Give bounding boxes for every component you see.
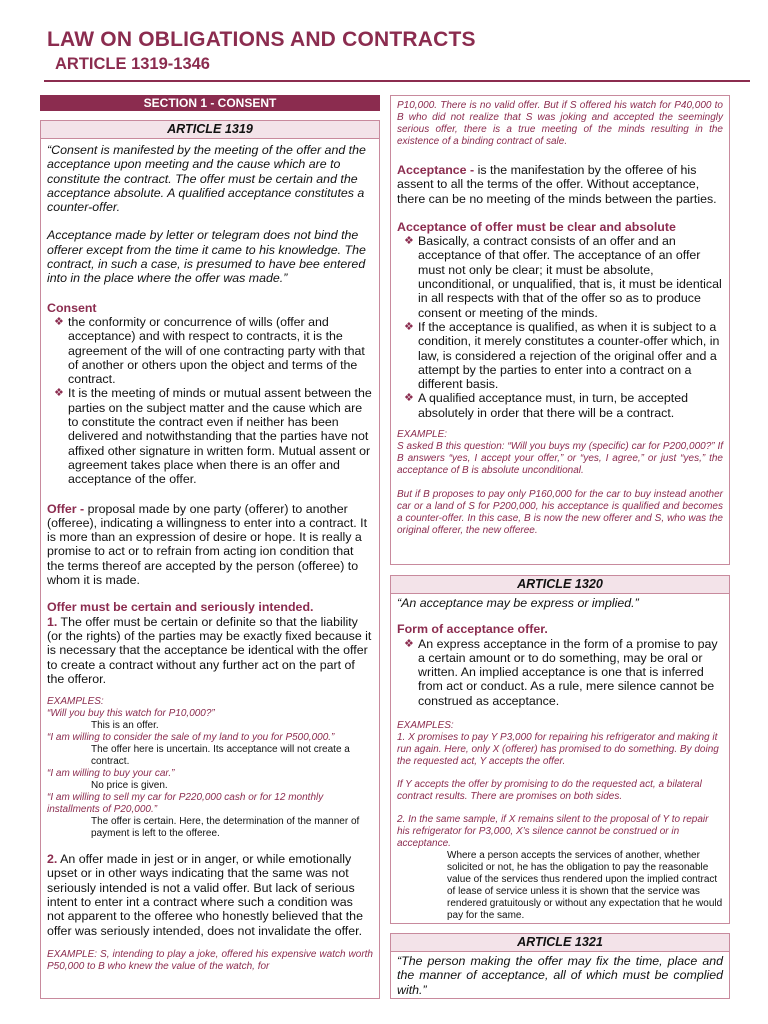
article-1320-heading: ARTICLE 1320 <box>391 576 729 594</box>
clear-bullet: ❖ Basically, a contract consists of an offer and an acceptance of that offer. The acceptance of an offer must not only be clear; it must be absolute, unconditional, or unqualified, that is, it must be identical in all respects with that of the offer so as to produce consent or meeting of the minds. <box>397 234 723 320</box>
consent-bullet: ❖ the conformity or concurrence of wills (offer and acceptance) and with respect to contracts, it is the agreement of the will of one contracting party with that of another or others upon the object and terms of the contract. <box>47 315 373 386</box>
article-1319-box <box>40 120 380 999</box>
clear-heading: Acceptance of offer must be clear and absolute <box>397 219 676 234</box>
example-question: “I am willing to sell my car for P220,000 cash or for 12 monthly installments of P20,000.” <box>47 792 324 816</box>
example-answer: The offer is certain. Here, the determination of the manner of payment is left to the offeree. <box>91 816 360 840</box>
document-subtitle: ARTICLE 1319-1346 <box>55 55 210 73</box>
offer-certain-heading: Offer must be certain and seriously intended. <box>47 600 314 615</box>
example-label: EXAMPLE: <box>397 429 448 441</box>
example-2-note: Where a person accepts the services of another, whether solicited or not, he has the obligation to pay the reasonable value of the services thus rendered upon the implied contract of lease of service unless it is shown that the service was rendered gratuitously or without any expectation that he would pay for the same. <box>447 850 723 922</box>
offer-def-text: proposal made by one party (offerer) to another (offeree), indicating a willingness to enter into a contract. It is more than an expression of desire or hope. It is really a promise to act or to refrain from acting ion condition that the terms thereof are accepted by the person (offeree) to whom it is made. <box>47 501 368 588</box>
right-column <box>390 95 730 999</box>
acceptance-definition <box>397 163 723 206</box>
form-list <box>397 637 723 708</box>
point-1 <box>47 615 373 686</box>
article-1319-quote-1: “Consent is manifested by the meeting of the offer and the acceptance upon meeting and the cause which are to constitute the contract. The offer must be certain and the acceptance absolute. A qualified acceptance constitutes a counter-offer. <box>47 143 366 215</box>
article-1320-box <box>390 575 730 924</box>
consent-bullet: ❖ It is the meeting of minds or mutual assent between the parties on the subject matter and the cause which are to constitute the contract even if neither has been delivered and notwithstanding that the parties have not affixed other signature in written form. Mutual assent or agreement takes place when there is an offer and acceptance of the offer. <box>47 386 373 486</box>
example-1b: If Y accepts the offer by promising to do the requested act, a bilateral contract results. There are promises on both sides. <box>397 779 702 803</box>
document-title: LAW ON OBLIGATIONS AND CONTRACTS <box>47 28 476 51</box>
offer-term: Offer - <box>47 501 85 516</box>
example-answer: This is an offer. <box>91 720 159 732</box>
example-question: “Will you buy this watch for P10,000?” <box>47 708 215 720</box>
clear-bullet: ❖ A qualified acceptance must, in turn, be accepted absolutely in order that there will be a contract. <box>397 391 723 420</box>
point-2 <box>47 852 373 938</box>
example-question: “I am willing to consider the sale of my land to you for P500,000.” <box>47 732 335 744</box>
point-2-text: An offer made in jest or in anger, or while emotionally upset or in other ways indicating that the same was not seriously intended is not a valid offer. But lack of serious intent to enter int a contract where such a condition was not apparent to the offeree who honestly believed that the offer was seriously intended, does not invalidate the offer. <box>47 852 363 938</box>
example-2: 2. In the same sample, if X remains silent to the proposal of Y to repair his refrigerator for P3,000, X’s silence cannot be construed or in acceptance. <box>397 814 709 850</box>
example-jest: EXAMPLE: S, intending to play a joke, offered his expensive watch worth P50,000 to B who knew the value of the watch, for <box>47 948 373 972</box>
example-text-2: But if B proposes to pay only P160,000 for the car to buy instead another car or a land of S for P200,000, his acceptance is qualified and becomes a counter-offer. In this case, B is now the new offerer and S, who was the original offerer, the new offeree. <box>397 489 723 537</box>
example-question: “I am willing to buy your car.” <box>47 768 175 780</box>
clear-bullet: ❖ If the acceptance is qualified, as when it is subject to a condition, it merely constitutes a counter-offer which, in law, is considered a rejection of the original offer and a attempt by the parties to enter into a contract on a different basis. <box>397 320 723 391</box>
section-bar: SECTION 1 - CONSENT <box>40 95 380 111</box>
article-1321-box <box>390 933 730 999</box>
example-text-1: S asked B this question: “Will you buys my (specific) car for P200,000?” If B answers “yes, I accept your offer,” or “yes, I agree,” or just “yes,” the acceptance of B is absolute unconditional. <box>397 441 723 477</box>
examples-label: EXAMPLES: <box>397 720 454 732</box>
point-1-number: 1. <box>47 614 58 629</box>
consent-list <box>47 315 373 487</box>
form-heading: Form of acceptance offer. <box>397 622 548 637</box>
acceptance-term: Acceptance - <box>397 163 475 177</box>
left-column <box>40 95 380 999</box>
point-1-text: The offer must be certain or definite so that the liability (or the rights) of the parties may be exactly fixed because it is necessary that the acceptance be identical with the offer to create a contract without any further act on the part of the offeror. <box>47 614 372 686</box>
example-answer: The offer here is uncertain. Its acceptance will not create a contract. <box>91 744 350 768</box>
title-divider <box>44 80 750 82</box>
form-bullet: ❖ An express acceptance in the form of a promise to pay a certain amount or to do something, may be oral or written. An implied acceptance is one that is inferred from act or conduct. As a rule, mere silence cannot be construed as acceptance. <box>397 637 723 708</box>
example-answer: No price is given. <box>91 780 168 792</box>
clear-list <box>397 234 723 420</box>
point-2-number: 2. <box>47 852 58 867</box>
offer-definition <box>47 502 373 588</box>
article-1321-heading: ARTICLE 1321 <box>391 934 729 952</box>
acceptance-def-text: is the manifestation by the offeree of his assent to all the terms of the offer. Without acceptance, there can be no meeting of the minds between the parties. <box>397 163 717 206</box>
continuation-box <box>390 95 730 565</box>
article-1319-heading: ARTICLE 1319 <box>41 121 379 139</box>
examples-label: EXAMPLES: <box>47 696 104 708</box>
example-1: 1. X promises to pay Y P3,000 for repairing his refrigerator and making it run again. Here, only X (offerer) has promised to do something. By doing the requested act, Y accepts the offer. <box>397 732 719 768</box>
offer-examples <box>47 696 373 840</box>
consent-heading: Consent <box>47 300 97 315</box>
article-1320-quote: “An acceptance may be express or implied.” <box>397 596 639 610</box>
continuation-text: P10,000. There is no valid offer. But if S offered his watch for P40,000 to B who did not realize that S was joking and accepted the seemingly serious offer, there is a true meeting of the minds resulting in the existence of a binding contract of sale. <box>397 100 723 147</box>
article-1321-quote: “The person making the offer may fix the time, place and the manner of acceptance, all of which must be complied with.” <box>397 954 723 997</box>
article-1319-quote-2: Acceptance made by letter or telegram does not bind the offerer except from the time it came to his knowledge. The contract, in such a case, is presumed to have bee entered into in the place where the offer was made.” <box>47 228 366 286</box>
